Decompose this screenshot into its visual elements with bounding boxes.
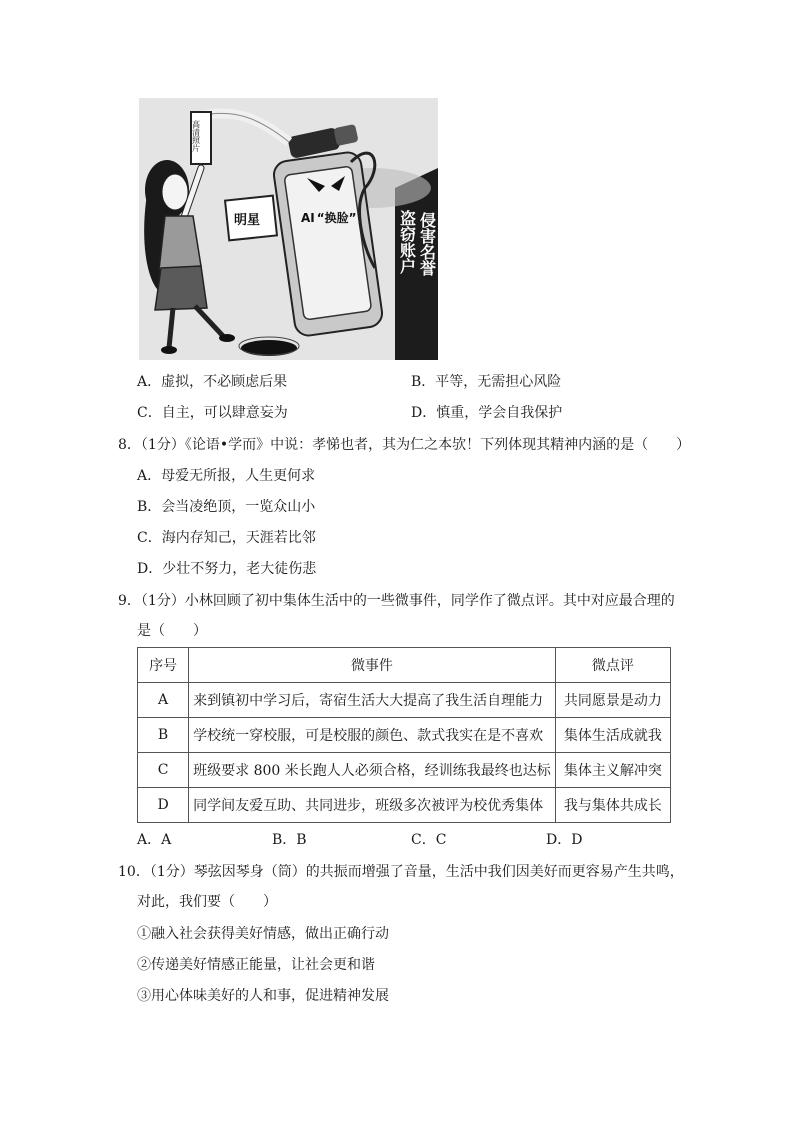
table-cell-id: D (138, 788, 189, 823)
svg-text:高清照片: 高清照片 (191, 120, 201, 152)
table-cell-id: A (138, 683, 189, 718)
manhole (241, 340, 297, 356)
table-header-cell: 微事件 (189, 648, 556, 683)
q7-option-c: C．自主，可以肆意妄为 (137, 405, 288, 421)
q9-stem-line1: 9．（1分）小林回顾了初中集体生活中的一些微事件，同学作了微点评。其中对应最合理的 (118, 593, 675, 609)
q10-item-1: ①融入社会获得美好情感，做出正确行动 (137, 926, 389, 942)
table-row (138, 753, 671, 788)
q7-option-b: B．平等，无需担心风险 (411, 374, 562, 390)
banner-text-1: 侵害名誉 (417, 212, 437, 276)
q8-option-d: D．少壮不努力，老大徒伤悲 (137, 561, 317, 577)
table-row (138, 718, 671, 753)
q10-stem-line1: 10．（1分）琴弦因琴身（筒）的共振而增强了音量，生活中我们因美好而更容易产生共鸣， (118, 864, 684, 880)
star-card (225, 196, 277, 241)
table-cell-comment: 集体生活成就我 (555, 718, 670, 753)
table-cell-event: 同学间友爱互助、共同进步，班级多次被评为校优秀集体 (189, 788, 556, 823)
q9-option-d: D．D (546, 832, 583, 848)
q7-option-d: D．慎重，学会自我保护 (411, 405, 563, 421)
q10-stem-line2: 对此，我们要（ ） (137, 894, 277, 910)
table-cell-id: C (138, 753, 189, 788)
table-cell-comment: 共同愿景是动力 (555, 683, 670, 718)
q9-table (137, 647, 671, 823)
table-cell-comment: 我与集体共成长 (555, 788, 670, 823)
q8-option-a: A．母爱无所报，人生更何求 (137, 468, 316, 484)
table-header-cell: 序号 (138, 648, 189, 683)
q9-option-a: A．A (137, 832, 172, 848)
q7-option-a: A．虚拟，不必顾虑后果 (137, 374, 288, 390)
table-cell-id: B (138, 718, 189, 753)
q9-option-b: B．B (272, 832, 307, 848)
q10-item-2: ②传递美好情感正能量，让社会更和谐 (137, 957, 375, 973)
cartoon-drawing (139, 98, 438, 360)
phone-label: AI “换脸” (301, 211, 357, 225)
table-row (138, 683, 671, 718)
table-header-row (138, 648, 671, 683)
q8-option-b: B．会当凌绝顶，一览众山小 (137, 499, 316, 515)
table-cell-event: 班级要求 800 米长跑人人必须合格，经训练我最终也达标 (189, 753, 556, 788)
q9-stem-line2: 是（ ） (137, 623, 207, 639)
q10-item-3: ③用心体味美好的人和事，促进精神发展 (137, 988, 389, 1004)
table-row (138, 788, 671, 823)
q8-stem: 8．（1分）《论语•学而》中说：孝悌也者，其为仁之本欤！下列体现其精神内涵的是（ ） (118, 437, 691, 453)
table-cell-comment: 集体主义解冲突 (555, 753, 670, 788)
q9-option-c: C．C (411, 832, 447, 848)
q8-option-c: C．海内存知己，天涯若比邻 (137, 530, 316, 546)
table-cell-event: 来到镇初中学习后，寄宿生活大大提高了我生活自理能力 (189, 683, 556, 718)
photo-sign (191, 112, 212, 164)
table-header-cell: 微点评 (555, 648, 670, 683)
svg-text:明星: 明星 (234, 213, 261, 228)
table-cell-event: 学校统一穿校服，可是校服的颜色、款式我实在是不喜欢 (189, 718, 556, 753)
ai-face-swap-cartoon (139, 98, 438, 360)
banner-text-2: 盗窃账户 (397, 210, 417, 274)
